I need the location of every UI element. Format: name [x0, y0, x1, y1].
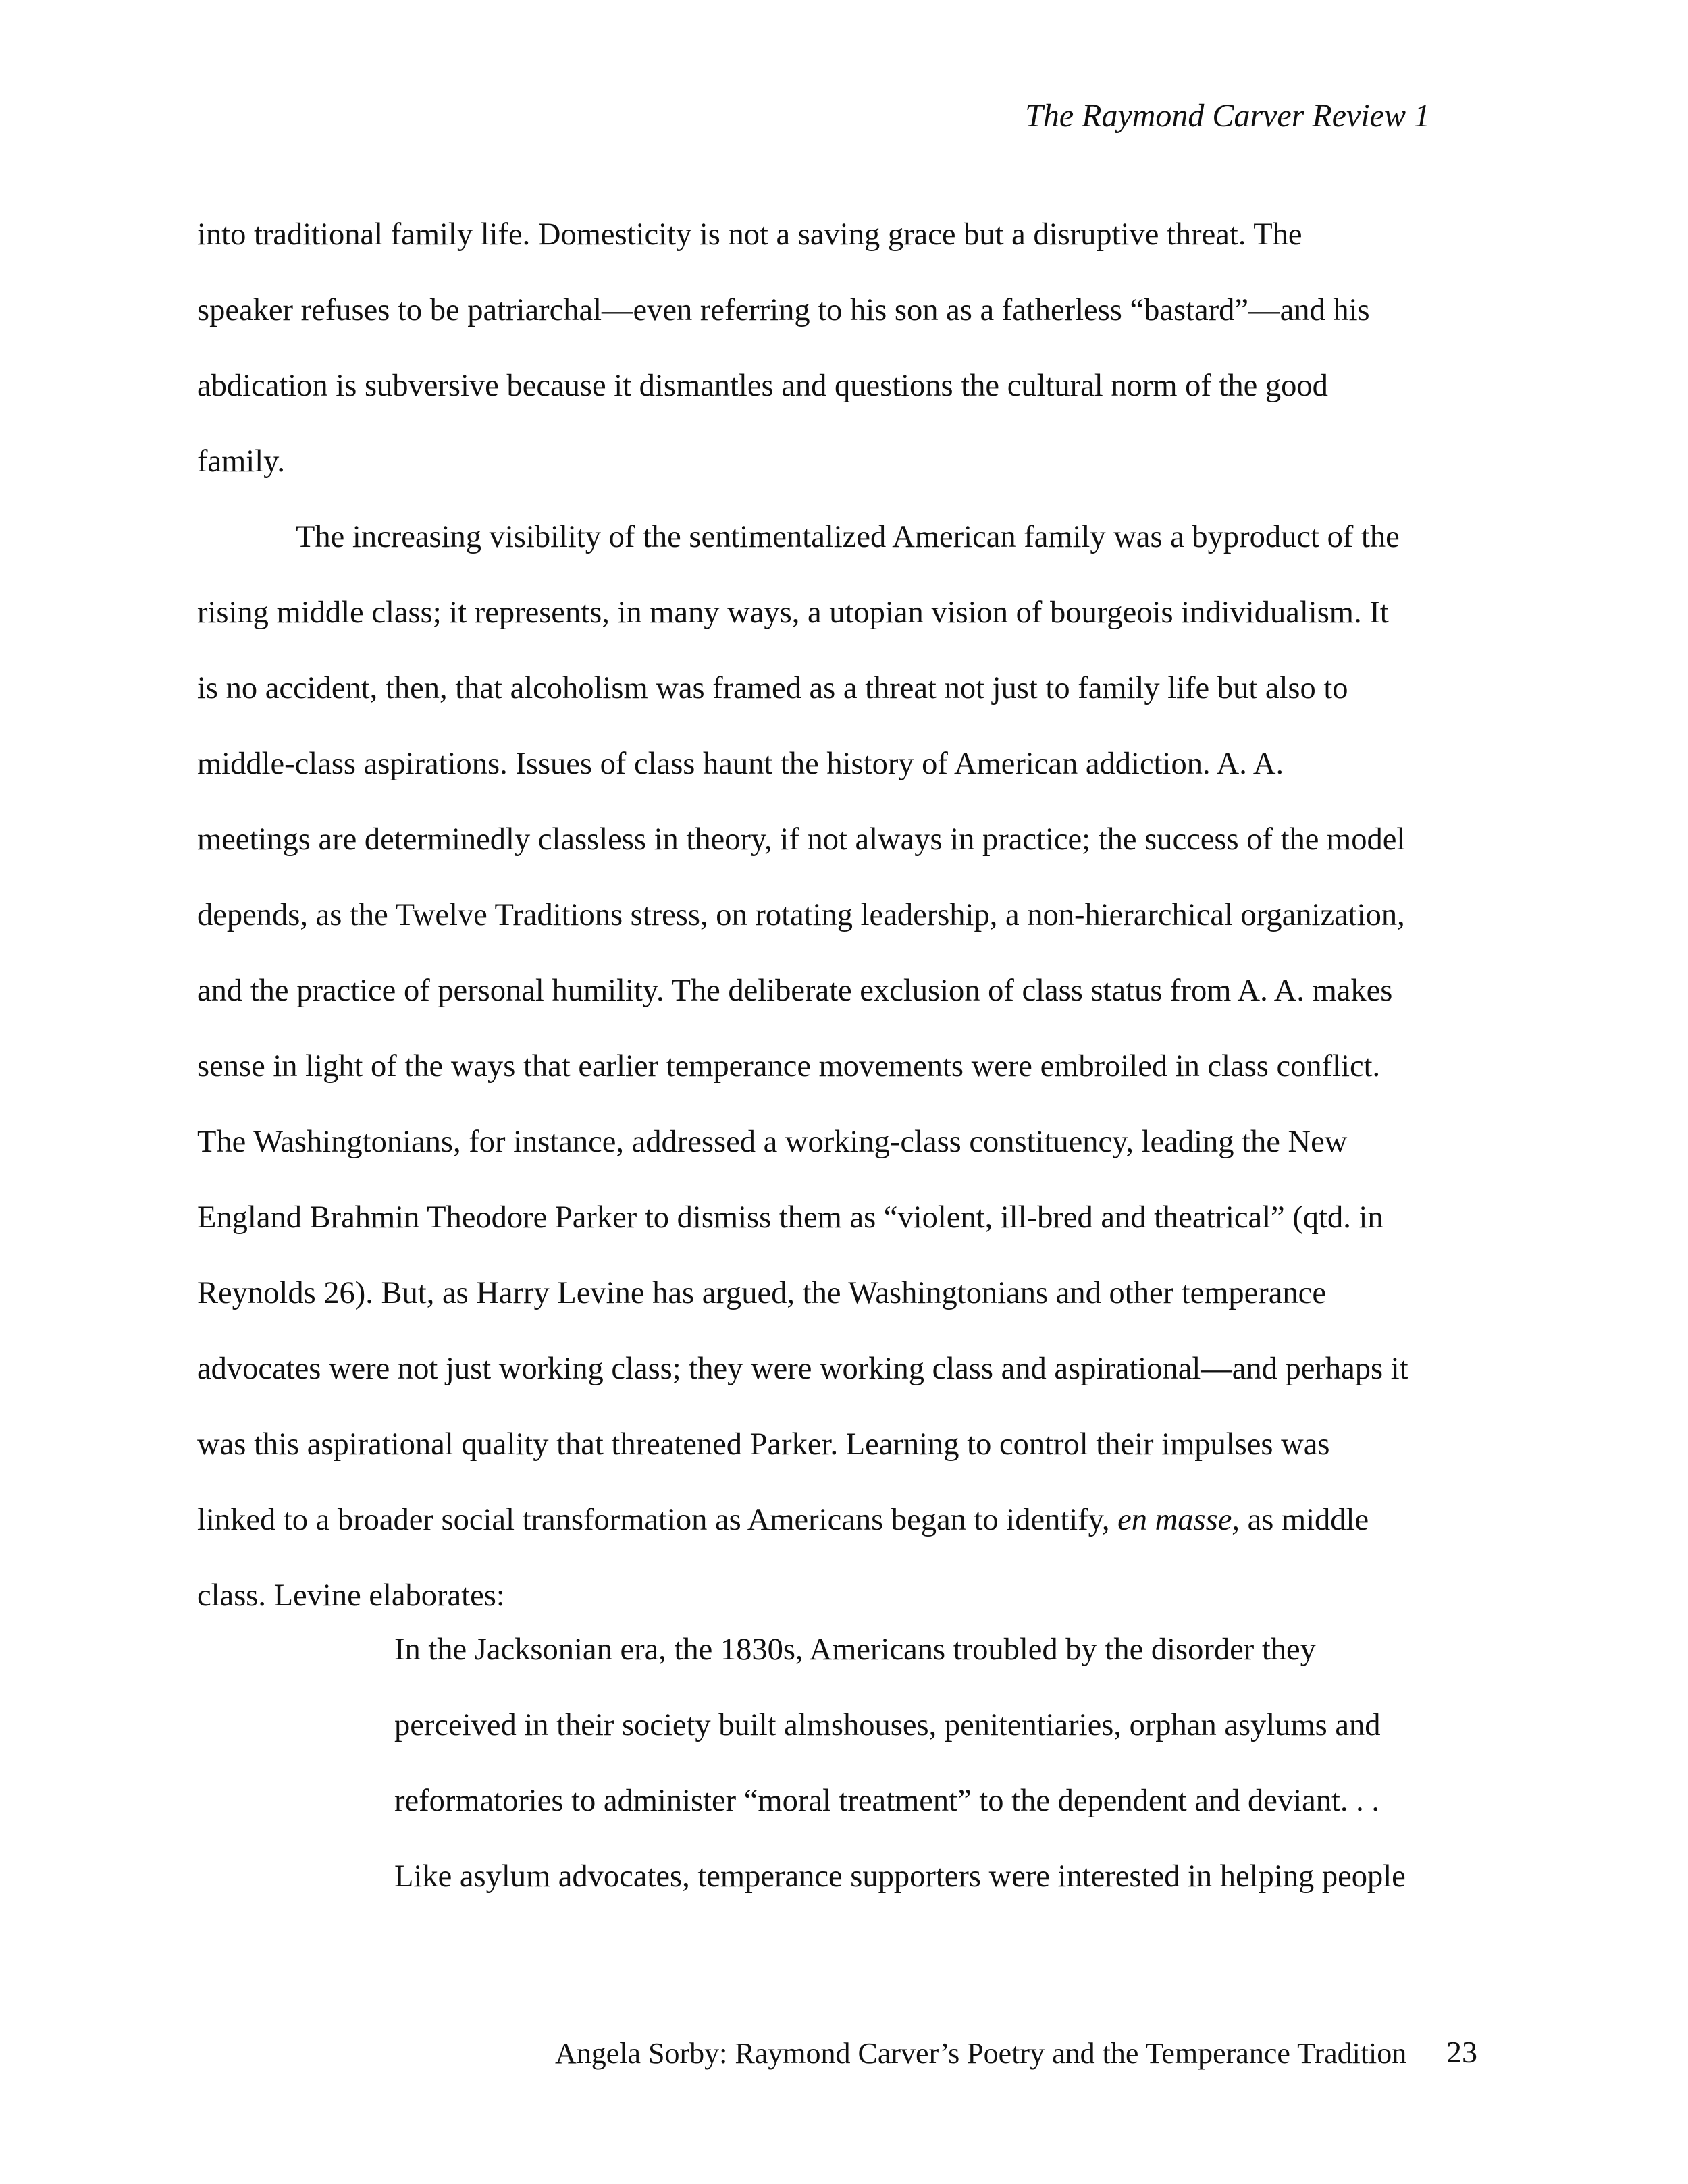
body-line: was this aspirational quality that threatened Parker. Learning to control their impulses was: [197, 1427, 1330, 1462]
line-text-before: linked to a broader social transformation as Americans began to identify,: [197, 1503, 1118, 1537]
body-text: [197, 197, 1488, 1634]
italic-phrase: en masse,: [1117, 1503, 1240, 1537]
body-line: rising middle class; it represents, in many ways, a utopian vision of bourgeois individualism. It: [197, 595, 1389, 630]
body-line: The increasing visibility of the sentimentalized American family was a byproduct of the: [296, 520, 1400, 554]
body-line: advocates were not just working class; they were working class and aspirational—and perhaps it: [197, 1352, 1408, 1386]
body-line-with-italic: [197, 1483, 1488, 1558]
body-line: The Washingtonians, for instance, addressed a working-class constituency, leading the New: [197, 1125, 1348, 1159]
body-line: England Brahmin Theodore Parker to dismiss them as “violent, ill-bred and theatrical” (qtd. in: [197, 1200, 1383, 1235]
quote-line: reformatories to administer “moral treatment” to the dependent and deviant. . .: [394, 1784, 1380, 1818]
body-line: and the practice of personal humility. The deliberate exclusion of class status from A. A. makes: [197, 974, 1393, 1008]
body-line: family.: [197, 444, 285, 479]
quote-line: perceived in their society built almshouses, penitentiaries, orphan asylums and: [394, 1708, 1381, 1742]
body-line: meetings are determinedly classless in theory, if not always in practice; the success of the model: [197, 822, 1406, 857]
quote-line: Like asylum advocates, temperance supporters were interested in helping people: [394, 1859, 1406, 1894]
quote-line: In the Jacksonian era, the 1830s, Americans troubled by the disorder they: [394, 1632, 1316, 1667]
body-line: depends, as the Twelve Traditions stress, on rotating leadership, a non-hierarchical organization,: [197, 898, 1405, 932]
running-header: The Raymond Carver Review 1: [1025, 98, 1430, 134]
body-line: middle-class aspirations. Issues of class haunt the history of American addiction. A. A.: [197, 747, 1284, 781]
body-line: abdication is subversive because it dismantles and questions the cultural norm of the good: [197, 369, 1328, 403]
body-line: Reynolds 26). But, as Harry Levine has argued, the Washingtonians and other temperance: [197, 1276, 1326, 1310]
body-line: speaker refuses to be patriarchal—even referring to his son as a fatherless “bastard”—and his: [197, 293, 1370, 327]
body-line: into traditional family life. Domesticity is not a saving grace but a disruptive threat. The: [197, 217, 1302, 252]
line-text-after: as middle: [1239, 1503, 1369, 1537]
footer-text: Angela Sorby: Raymond Carver’s Poetry and the Temperance Tradition: [555, 2037, 1407, 2070]
body-line: is no accident, then, that alcoholism was framed as a threat not just to family life but also to: [197, 671, 1348, 705]
page-number: 23: [1446, 2035, 1477, 2069]
body-line: sense in light of the ways that earlier temperance movements were embroiled in class conflict.: [197, 1049, 1381, 1084]
body-line: class. Levine elaborates:: [197, 1578, 505, 1613]
block-quote: [394, 1612, 1475, 1915]
